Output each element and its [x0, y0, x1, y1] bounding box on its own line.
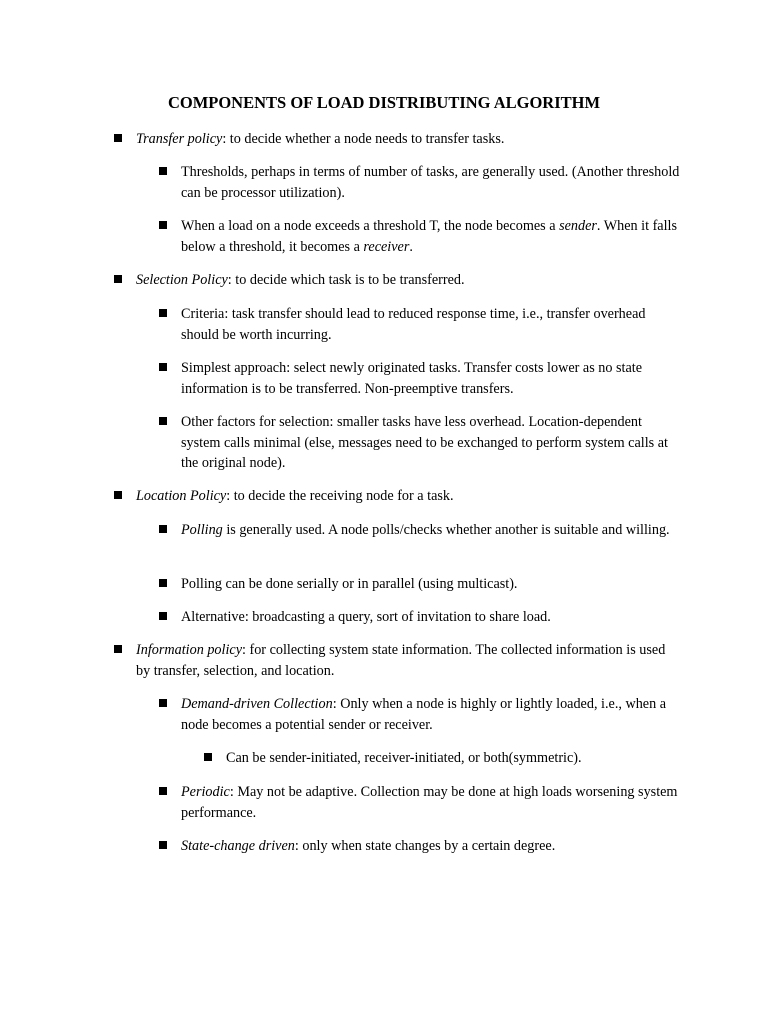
square-bullet-icon — [114, 491, 122, 499]
alternative-text: Alternative: broadcasting a query, sort of invitation to share load. — [181, 609, 551, 625]
simplest-approach-text: Simplest approach: select newly originated tasks. Transfer costs lower as no state information is to be transferred. Non-preemptive transfers. — [181, 360, 642, 397]
list-item-selection-policy — [136, 270, 676, 291]
square-bullet-icon — [159, 167, 167, 175]
list-item-other-factors — [181, 412, 681, 474]
list-item-periodic — [181, 782, 681, 823]
list-item-polling — [181, 520, 681, 541]
selection-policy-text: : to decide which task is to be transferred. — [227, 272, 465, 288]
page-title: COMPONENTS OF LOAD DISTRIBUTING ALGORITHM — [167, 93, 601, 112]
square-bullet-icon — [204, 753, 212, 761]
list-item-state-change — [181, 836, 681, 857]
sender-text-c: . — [409, 238, 413, 255]
state-change-text: : only when state changes by a certain degree. — [294, 838, 556, 854]
term-state-change: State-change driven — [181, 838, 295, 854]
square-bullet-icon — [159, 309, 167, 317]
square-bullet-icon — [159, 787, 167, 795]
demand-driven-text: : Only when a node is highly or lightly loaded, i.e., when a node becomes a potential sender or receiver. — [181, 696, 667, 733]
sender-initiated-text: Can be sender-initiated, receiver-initiated, or both(symmetric). — [226, 750, 582, 766]
polling-serial-text: Polling can be done serially or in parallel (using multicast). — [181, 576, 518, 592]
term-demand-driven: Demand-driven Collection — [181, 696, 333, 712]
criteria-text: Criteria: task transfer should lead to reduced response time, i.e., transfer overhead should be worth incurring. — [181, 306, 646, 343]
square-bullet-icon — [159, 525, 167, 533]
term-information-policy: Information policy — [136, 642, 242, 658]
thresholds-text: Thresholds, perhaps in terms of number of tasks, are generally used. (Another threshold can be processor utilization). — [181, 164, 680, 201]
list-item-information-policy — [136, 640, 676, 681]
list-item-transfer-policy — [136, 129, 676, 150]
square-bullet-icon — [159, 612, 167, 620]
list-item-demand-driven — [181, 694, 681, 735]
square-bullet-icon — [159, 699, 167, 707]
information-policy-text: : for collecting system state information. The collected information is used by transfer, selection, and location. — [136, 642, 666, 679]
square-bullet-icon — [159, 363, 167, 371]
list-item-polling-serial — [181, 574, 681, 595]
periodic-text: : May not be adaptive. Collection may be done at high loads worsening system performance. — [181, 784, 678, 821]
square-bullet-icon — [114, 134, 122, 142]
list-item-criteria — [181, 304, 681, 345]
list-item-simplest-approach — [181, 358, 681, 399]
list-item-sender-receiver — [181, 216, 681, 257]
polling-text: is generally used. A node polls/checks whether another is suitable and willing. — [222, 522, 670, 538]
term-location-policy: Location Policy — [136, 488, 227, 504]
list-item-location-policy — [136, 486, 676, 507]
other-factors-text: Other factors for selection: smaller tasks have less overhead. Location-dependent system calls minimal (else, messages need to be exchanged to perform system calls at the original node). — [181, 414, 668, 471]
sender-text-b: . When it falls below a threshold, it becomes a — [181, 218, 678, 255]
term-transfer-policy: Transfer policy — [136, 131, 223, 147]
term-polling: Polling — [181, 522, 223, 538]
sender-text-a: When a load on a node exceeds a threshold T, the node becomes a — [181, 218, 560, 234]
list-item-alternative — [181, 607, 681, 628]
term-periodic: Periodic — [181, 784, 230, 800]
term-sender: sender — [559, 218, 597, 234]
list-item-sender-initiated — [226, 748, 681, 769]
term-selection-policy: Selection Policy — [136, 272, 228, 288]
transfer-policy-text: : to decide whether a node needs to transfer tasks. — [222, 131, 505, 147]
square-bullet-icon — [159, 579, 167, 587]
list-item-thresholds — [181, 162, 681, 203]
square-bullet-icon — [114, 275, 122, 283]
term-receiver: receiver — [363, 238, 410, 255]
location-policy-text: : to decide the receiving node for a task. — [226, 488, 454, 504]
square-bullet-icon — [159, 221, 167, 229]
square-bullet-icon — [114, 645, 122, 653]
square-bullet-icon — [159, 841, 167, 849]
square-bullet-icon — [159, 417, 167, 425]
